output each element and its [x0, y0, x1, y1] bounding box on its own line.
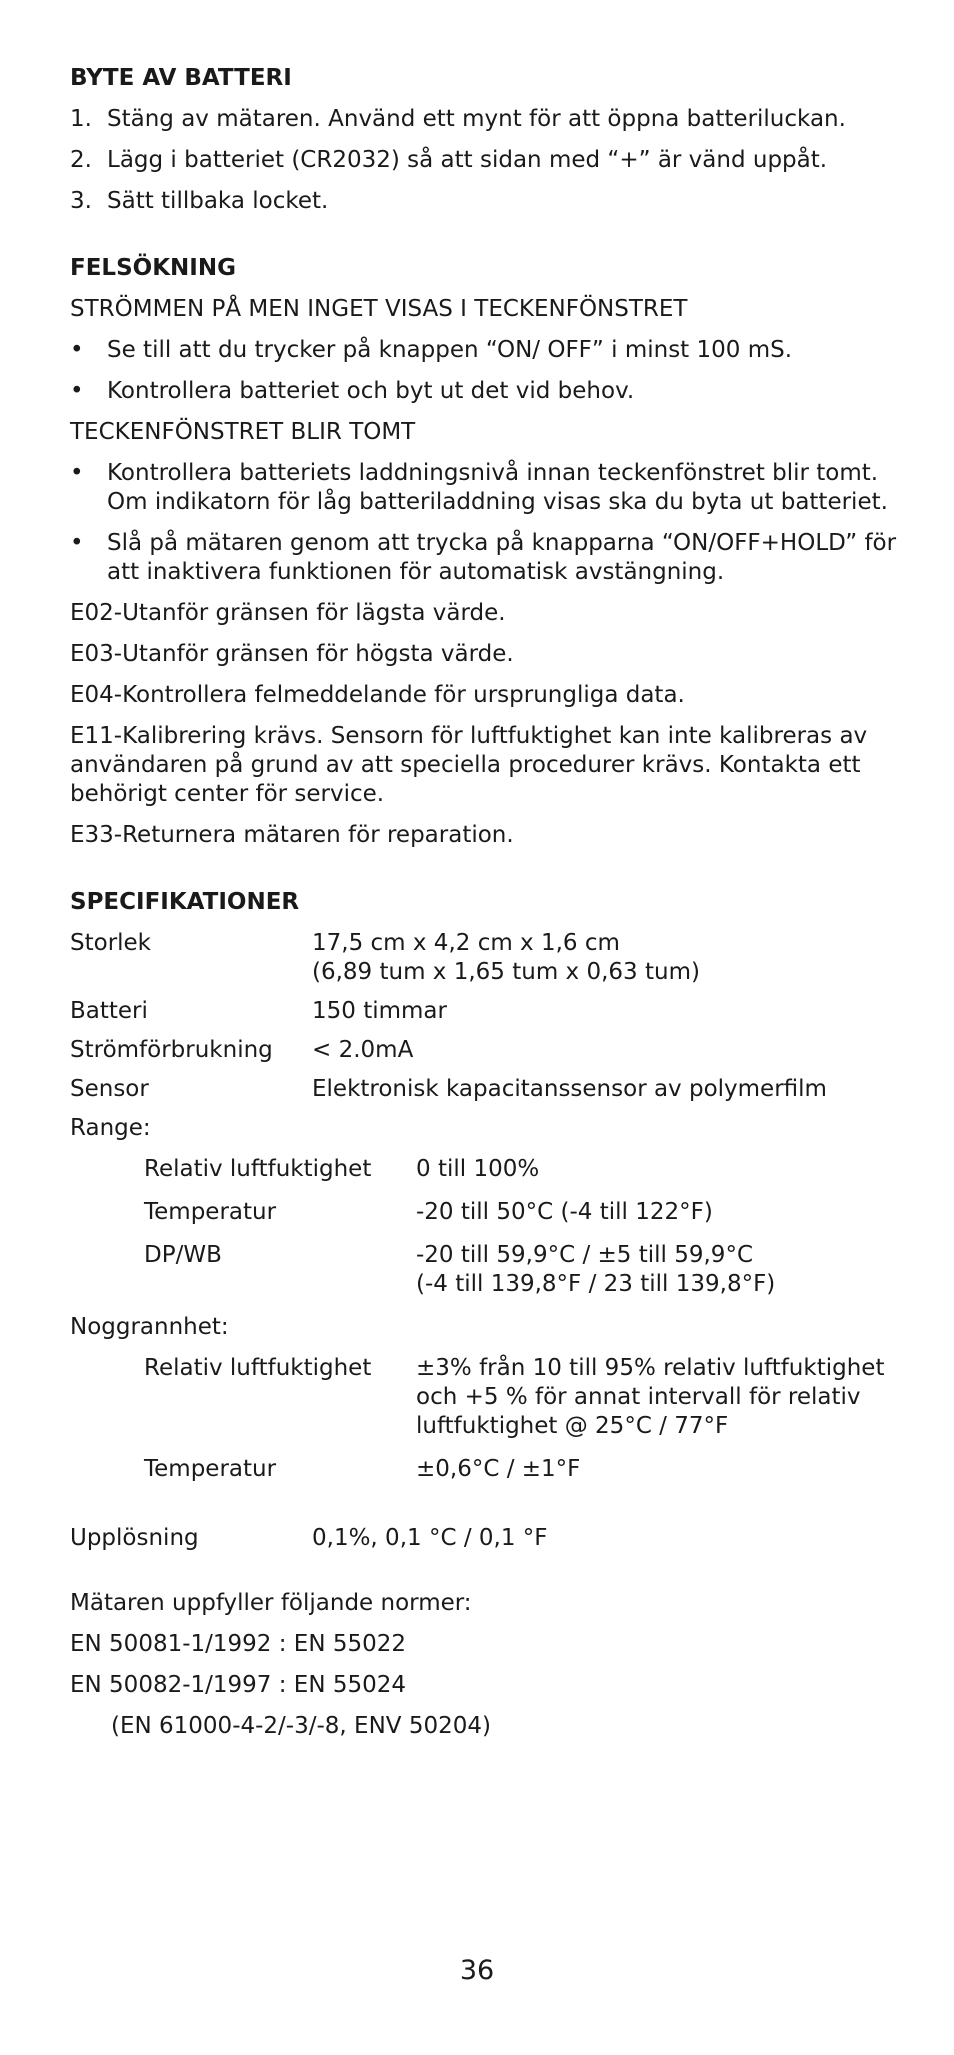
error-code-e33: E33-Returnera mätaren för reparation. [70, 822, 514, 848]
range-row-temp [70, 1198, 900, 1227]
range-row-rh [70, 1155, 900, 1184]
battery-steps-list [70, 105, 900, 216]
spec-value-line: 17,5 cm x 4,2 cm x 1,6 cm [312, 930, 620, 956]
spec-value: Elektronisk kapacitanssensor av polymerfilm [312, 1076, 827, 1102]
accuracy-label: Noggrannhet: [70, 1314, 229, 1340]
spec-label: Temperatur [144, 1199, 277, 1225]
spec-row-battery [70, 997, 900, 1026]
bullet-item [70, 377, 900, 406]
bullet-icon: • [70, 337, 84, 363]
spec-value: -20 till 50°C (-4 till 122°F) [416, 1199, 713, 1225]
specs-heading: SPECIFIKATIONER [70, 889, 300, 915]
bullet-item [70, 459, 900, 517]
bullet-text: Kontrollera batteriets laddningsnivå innan teckenfönstret blir tomt. Om indikatorn för låg batteriladdning visas ska du byta ut batteriet. [107, 460, 888, 515]
section-spacer [70, 228, 900, 254]
spec-label: Temperatur [144, 1456, 277, 1482]
spec-label: Sensor [70, 1076, 149, 1102]
spec-label: Relativ luftfuktighet [144, 1156, 372, 1182]
error-code-e02: E02-Utanför gränsen för lägsta värde. [70, 600, 506, 626]
step-text: Stäng av mätaren. Använd ett mynt för att öppna batteriluckan. [107, 106, 846, 132]
error-code-e11: E11-Kalibrering krävs. Sensorn för luftfuktighet kan inte kalibreras av användaren på grund av att speciella procedurer krävs. Kontakta ett behörigt center för service. [70, 723, 868, 807]
troubleshooting-subheading-power: STRÖMMEN PÅ MEN INGET VISAS I TECKENFÖNSTRET [70, 296, 688, 322]
bullet-item [70, 529, 900, 587]
battery-step [70, 187, 900, 216]
manual-page [70, 64, 900, 1753]
spec-label: DP/WB [144, 1242, 222, 1268]
section-spacer [70, 862, 900, 888]
troubleshooting-bullets-blank [70, 459, 900, 587]
step-number: 2. [70, 147, 92, 173]
spec-value [416, 1241, 900, 1299]
battery-step [70, 105, 900, 134]
section-spacer [70, 1563, 900, 1589]
spec-value: ±3% från 10 till 95% relativ luftfuktighet och +5 % för annat intervall för relativ luftfuktighet @ 25°C / 77°F [416, 1355, 885, 1439]
error-code-e03: E03-Utanför gränsen för högsta värde. [70, 641, 514, 667]
spec-value-line: -20 till 59,9°C / ±5 till 59,9°C [416, 1242, 754, 1268]
spec-label: Strömförbrukning [70, 1037, 273, 1063]
spec-label: Relativ luftfuktighet [144, 1355, 372, 1381]
step-text: Sätt tillbaka locket. [107, 188, 329, 214]
spec-value: ±0,6°C / ±1°F [416, 1456, 581, 1482]
bullet-text: Slå på mätaren genom att trycka på knapparna “ON/OFF+HOLD” för att inaktivera funktionen för automatisk avstängning. [107, 530, 897, 585]
spec-row-resolution [70, 1524, 900, 1553]
range-label: Range: [70, 1115, 151, 1141]
troubleshooting-heading: FELSÖKNING [70, 255, 236, 281]
spec-value: 0,1%, 0,1 °C / 0,1 °F [312, 1525, 548, 1551]
norm-line: EN 50081-1/1992 : EN 55022 [70, 1631, 407, 1657]
troubleshooting-subheading-blank: TECKENFÖNSTRET BLIR TOMT [70, 419, 416, 445]
battery-heading: BYTE AV BATTERI [70, 65, 292, 91]
spec-row-size [70, 929, 900, 987]
spec-row-sensor [70, 1075, 900, 1104]
norm-line: (EN 61000-4-2/-3/-8, ENV 50204) [111, 1713, 491, 1739]
error-code-e04: E04-Kontrollera felmeddelande för ursprungliga data. [70, 682, 685, 708]
spec-value-line: (6,89 tum x 1,65 tum x 0,63 tum) [312, 959, 700, 985]
step-number: 3. [70, 188, 92, 214]
spec-value: 0 till 100% [416, 1156, 540, 1182]
spec-value-line: (-4 till 139,8°F / 23 till 139,8°F) [416, 1271, 776, 1297]
bullet-icon: • [70, 378, 84, 404]
section-spacer [70, 1498, 900, 1524]
battery-step [70, 146, 900, 175]
accuracy-row-rh [70, 1354, 900, 1441]
range-row-dpwb [70, 1241, 900, 1299]
norm-line: EN 50082-1/1997 : EN 55024 [70, 1672, 407, 1698]
spec-label: Batteri [70, 998, 148, 1024]
spec-value: 150 timmar [312, 998, 447, 1024]
bullet-item [70, 336, 900, 365]
spec-value [312, 929, 900, 987]
norms-intro: Mätaren uppfyller följande normer: [70, 1590, 472, 1616]
page-number: 36 [459, 1955, 495, 1986]
bullet-text: Se till att du trycker på knappen “ON/ OFF” i minst 100 mS. [107, 337, 793, 363]
step-number: 1. [70, 106, 92, 132]
bullet-text: Kontrollera batteriet och byt ut det vid behov. [107, 378, 635, 404]
troubleshooting-bullets-power [70, 336, 900, 406]
spec-label: Storlek [70, 930, 152, 956]
accuracy-row-temp [70, 1455, 900, 1484]
spec-row-power [70, 1036, 900, 1065]
spec-value: < 2.0mA [312, 1037, 414, 1063]
bullet-icon: • [70, 530, 84, 556]
spec-label: Upplösning [70, 1525, 199, 1551]
step-text: Lägg i batteriet (CR2032) så att sidan med “+” är vänd uppåt. [107, 147, 828, 173]
bullet-icon: • [70, 460, 84, 486]
